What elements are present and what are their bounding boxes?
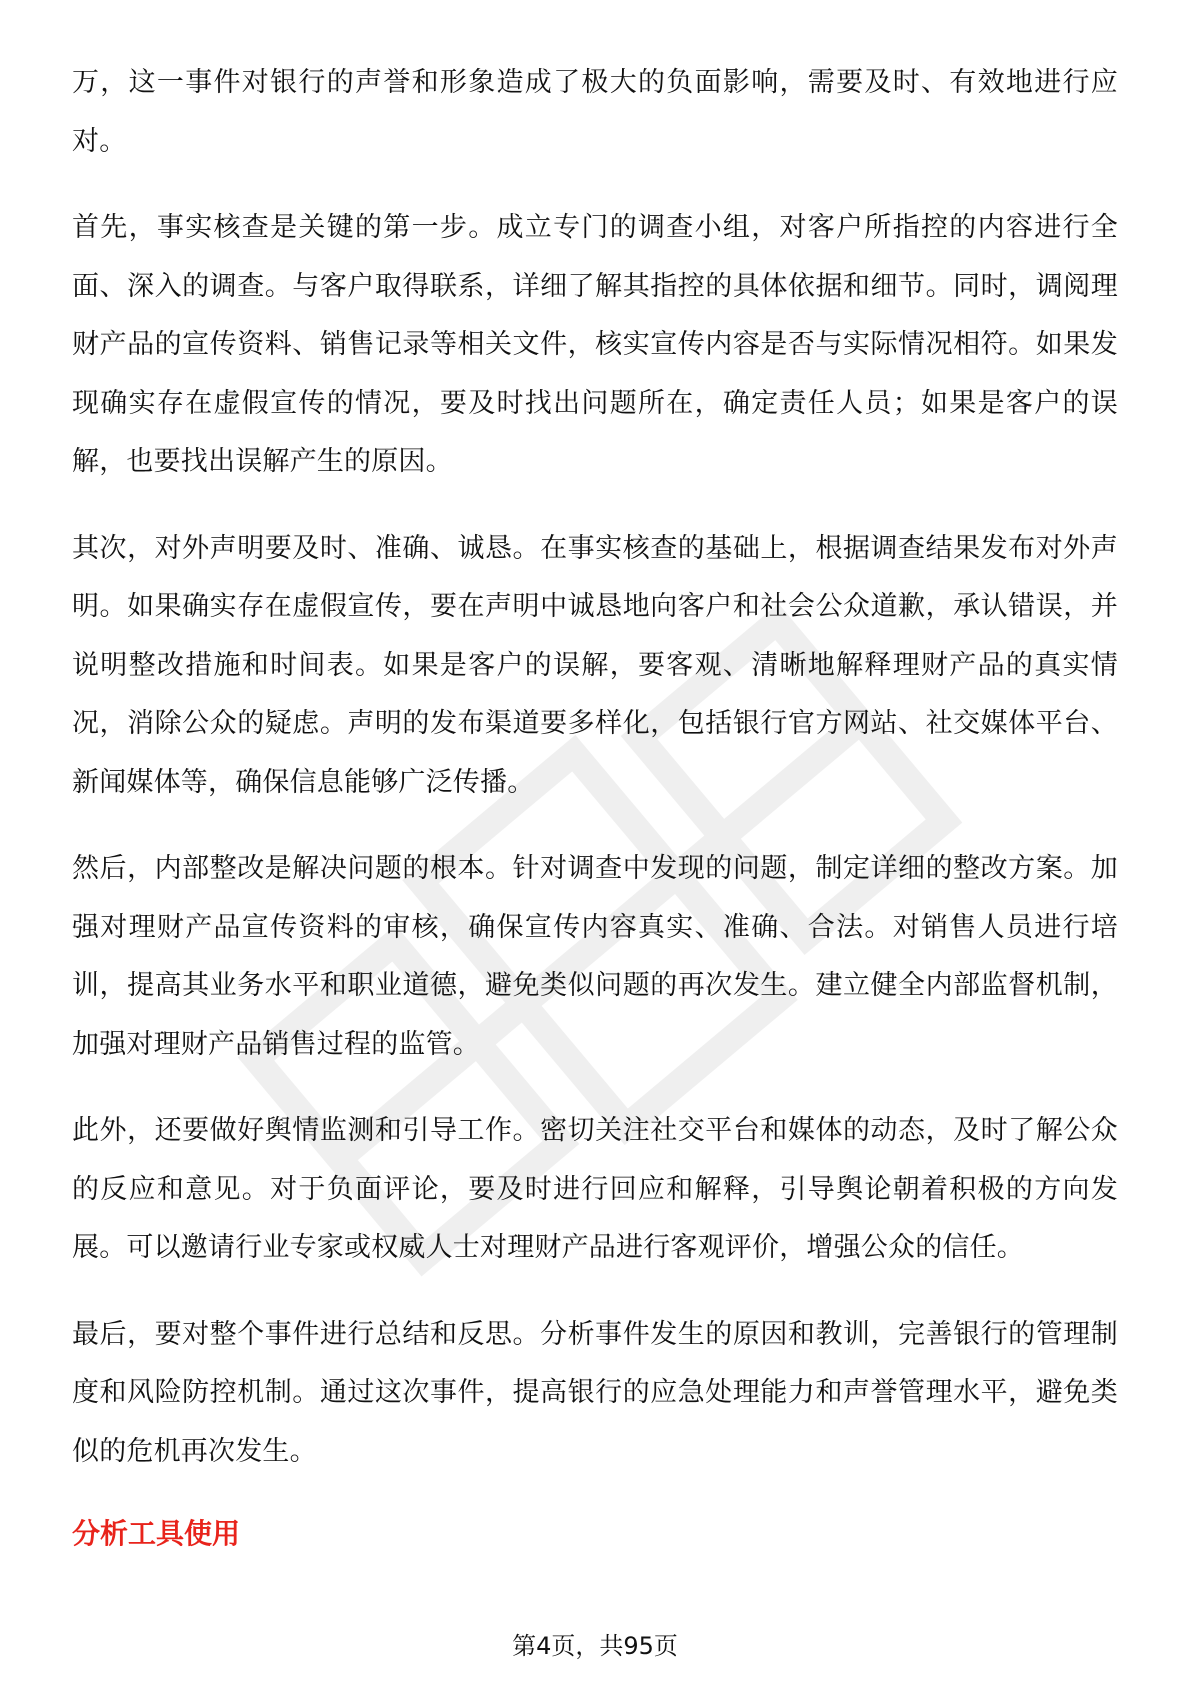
section-heading-analysis-tools: 分析工具使用 <box>72 1517 241 1550</box>
document-body <box>72 54 1118 1563</box>
paragraph-summary-reflection: 最后，要对整个事件进行总结和反思。分析事件发生的原因和教训，完善银行的管理制度和风险防控机制。通过这次事件，提高银行的应急处理能力和声誉管理水平，避免类似的危机再次发生。 <box>72 1318 1118 1467</box>
paragraph-public-statement: 其次，对外声明要及时、准确、诚恳。在事实核查的基础上，根据调查结果发布对外声明。如果确实存在虚假宣传，要在声明中诚恳地向客户和社会公众道歉，承认错误，并说明整改措施和时间表。如果是客户的误解，要客观、清晰地解释理财产品的真实情况，消除公众的疑虑。声明的发布渠道要多样化，包括银行官方网站、社交媒体平台、新闻媒体等，确保信息能够广泛传播。 <box>72 532 1118 798</box>
paragraph-opinion-monitoring: 此外，还要做好舆情监测和引导工作。密切关注社交平台和媒体的动态，及时了解公众的反应和意见。对于负面评论，要及时进行回应和解释，引导舆论朝着积极的方向发展。可以邀请行业专家或权威人士对理财产品进行客观评价，增强公众的信任。 <box>72 1115 1118 1263</box>
paragraph-fact-check: 首先，事实核查是关键的第一步。成立专门的调查小组，对客户所指控的内容进行全面、深入的调查。与客户取得联系，详细了解其指控的具体依据和细节。同时，调阅理财产品的宣传资料、销售记录等相关文件，核实宣传内容是否与实际情况相符。如果发现确实存在虚假宣传的情况，要及时找出问题所在，确定责任人员；如果是客户的误解，也要找出误解产生的原因。 <box>72 212 1118 477</box>
paragraph-internal-rectification: 然后，内部整改是解决问题的根本。针对调查中发现的问题，制定详细的整改方案。加强对理财产品宣传资料的审核，确保宣传内容真实、准确、合法。对销售人员进行培训，提高其业务水平和职业道德，避免类似问题的再次发生。建立健全内部监督机制，加强对理财产品销售过程的监管。 <box>72 853 1118 1060</box>
page-number-footer: 第4页，共95页 <box>512 1632 678 1660</box>
paragraph-intro-continuation: 万，这一事件对银行的声誉和形象造成了极大的负面影响，需要及时、有效地进行应对。 <box>72 67 1118 157</box>
